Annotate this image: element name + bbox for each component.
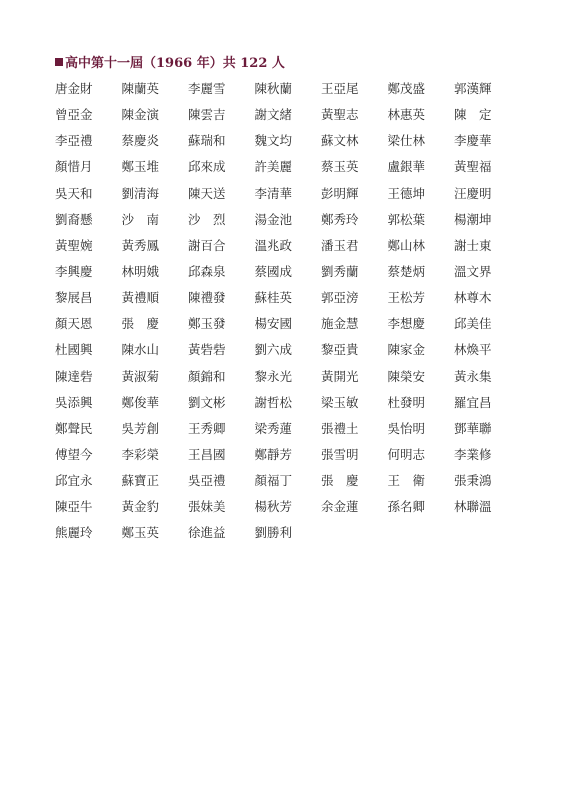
name-entry: 黃聖福: [454, 159, 492, 175]
name-entry: 楊安國: [254, 316, 293, 332]
square-bullet-icon: [55, 58, 63, 66]
name-entry: 熊麗玲: [55, 525, 93, 541]
name-entry: 鄭秀玲: [321, 211, 359, 227]
name-entry: 吳天和: [55, 185, 93, 201]
name-entry: 王松芳: [387, 290, 426, 306]
name-entry: 李慶華: [454, 133, 492, 149]
name-entry: 林煥平: [454, 342, 492, 358]
name-entry: 何明志: [387, 446, 426, 462]
name-entry: 蘇瑞和: [188, 133, 226, 149]
name-entry: 李業修: [454, 446, 492, 462]
name-entry: 劉秀蘭: [321, 263, 359, 279]
name-entry: 魏文均: [254, 133, 293, 149]
name-entry: 陳天送: [188, 185, 226, 201]
name-entry: 潘玉君: [321, 237, 359, 253]
name-entry: 張雪明: [321, 446, 359, 462]
name-entry: 蘇桂英: [254, 290, 293, 306]
name-entry: 王德坤: [387, 185, 426, 201]
name-entry: 邱宜永: [55, 473, 93, 489]
name-entry: 吳亞禮: [188, 473, 226, 489]
name-entry: 曾亞金: [55, 107, 93, 123]
name-entry: 鄭山林: [387, 237, 426, 253]
name-entry: 蔡玉英: [321, 159, 359, 175]
name-entry: 陳榮安: [387, 368, 426, 384]
name-entry: 林惠英: [387, 107, 426, 123]
name-entry: 黃砦砦: [188, 342, 226, 358]
name-entry: 劉裔懸: [55, 211, 93, 227]
name-entry: 吳怡明: [387, 420, 426, 436]
name-entry: 劉六成: [254, 342, 293, 358]
name-entry: 鄭茂盛: [387, 81, 426, 96]
name-entry: 杜國興: [55, 342, 93, 358]
name-entry: 鄭玉英: [121, 525, 160, 541]
name-entry: 張禮土: [321, 420, 359, 436]
name-entry: 林聯溫: [454, 499, 492, 515]
name-entry: 邱美佳: [454, 316, 492, 332]
name-entry: 梁玉敏: [321, 394, 359, 410]
name-entry: 蔡慶炎: [121, 133, 160, 149]
name-entry: 劉勝利: [254, 525, 293, 541]
name-entry: 楊潮坤: [454, 211, 492, 227]
name-entry: 黃開光: [321, 368, 359, 384]
name-entry: 王昌國: [188, 446, 226, 462]
name-entry: 汪慶明: [454, 185, 492, 201]
heading-text: 高中第十一屆（1966 年）共 122 人: [65, 56, 285, 71]
name-entry: 陳 定: [454, 107, 492, 123]
name-entry: 邱森泉: [188, 263, 226, 279]
name-entry: 蘇文林: [321, 133, 359, 149]
name-entry: 黎展昌: [55, 290, 93, 306]
section-heading: [55, 52, 285, 71]
name-entry: 溫文界: [454, 263, 492, 279]
name-entry: 李麗雪: [188, 81, 226, 96]
name-entry: 鄭俊華: [121, 394, 160, 410]
name-entry: 李清華: [254, 185, 293, 201]
name-entry: 黃禮順: [121, 290, 160, 306]
name-entry: 傅望今: [55, 446, 93, 462]
name-entry: 沙 南: [121, 211, 160, 227]
name-entry: 張 慶: [321, 473, 359, 489]
name-entry: 梁秀蓮: [254, 420, 293, 436]
name-entry: 陳金演: [121, 107, 160, 123]
name-entry: 王亞尾: [321, 81, 359, 96]
name-entry: 謝文緒: [254, 107, 293, 123]
name-entry: 許美麗: [254, 159, 293, 175]
name-entry: 溫兆政: [254, 237, 293, 253]
name-entry: 陳達砦: [55, 368, 93, 384]
name-entry: 施金慧: [321, 316, 359, 332]
name-entry: 陳蘭英: [121, 81, 160, 96]
name-entry: 楊秋芳: [254, 499, 293, 515]
name-entry: 陳水山: [121, 342, 160, 358]
name-entry: 顏錦和: [188, 368, 226, 384]
name-entry: 黎永光: [254, 368, 293, 384]
name-entry: 李亞禮: [55, 133, 93, 149]
name-entry: 郭亞滂: [321, 290, 359, 306]
name-entry: 顏福丁: [254, 473, 293, 489]
name-entry: 李彩榮: [121, 446, 160, 462]
name-entry: 陳禮發: [188, 290, 226, 306]
name-entry: 黃聖婉: [55, 237, 93, 253]
name-entry: 郭松葉: [387, 211, 426, 227]
name-entry: 鄭玉堆: [121, 159, 160, 175]
name-entry: 陳雲吉: [188, 107, 226, 123]
name-entry: 彭明輝: [321, 185, 359, 201]
name-entry: 邱來成: [188, 159, 226, 175]
name-entry: 顏天恩: [55, 316, 93, 332]
name-entry: 湯金池: [254, 211, 293, 227]
name-entry: 鄭聲民: [55, 420, 93, 436]
name-entry: 蔡楚炳: [387, 263, 426, 279]
name-entry: 黃秀鳳: [121, 237, 160, 253]
name-entry: 謝士東: [454, 237, 492, 253]
name-entry: 鄧華聯: [454, 420, 492, 436]
name-entry: 盧銀華: [387, 159, 426, 175]
names-grid: [55, 80, 505, 551]
name-entry: 唐金財: [55, 81, 93, 96]
name-entry: 顏惜月: [55, 159, 93, 175]
name-entry: 黃淑菊: [121, 368, 160, 384]
name-entry: 黃聖志: [321, 107, 359, 123]
name-entry: 鄭靜芳: [254, 446, 293, 462]
name-entry: 鄭玉發: [188, 316, 226, 332]
name-entry: 王 衛: [387, 473, 426, 489]
name-entry: 郭漢輝: [454, 81, 492, 96]
name-entry: 謝哲松: [254, 394, 293, 410]
name-entry: 黎亞貴: [321, 342, 359, 358]
name-entry: 黃金豹: [121, 499, 160, 515]
name-entry: 李興慶: [55, 263, 93, 279]
name-entry: 吳添興: [55, 394, 93, 410]
name-entry: 王秀卿: [188, 420, 226, 436]
name-entry: 黃永集: [454, 368, 492, 384]
name-entry: 杜發明: [387, 394, 426, 410]
name-entry: 謝百合: [188, 237, 226, 253]
name-entry: 蘇寶正: [121, 473, 160, 489]
name-entry: 陳家金: [387, 342, 426, 358]
name-entry: 余金蓮: [321, 499, 359, 515]
name-entry: 沙 烈: [188, 211, 226, 227]
name-entry: 林尊木: [454, 290, 492, 306]
name-entry: 陳秋蘭: [254, 81, 293, 96]
name-entry: 羅宜昌: [454, 394, 492, 410]
name-entry: 孫名卿: [387, 499, 426, 515]
name-entry: 劉文彬: [188, 394, 226, 410]
name-entry: 林明娥: [121, 263, 160, 279]
name-entry: 吳芳創: [121, 420, 160, 436]
name-entry: 劉清海: [121, 185, 160, 201]
name-entry: 蔡國成: [254, 263, 293, 279]
name-entry: 陳亞牛: [55, 499, 93, 515]
name-entry: 徐進益: [188, 525, 226, 541]
name-entry: 李想慶: [387, 316, 426, 332]
name-entry: 張 慶: [121, 316, 160, 332]
name-entry: 梁仕林: [387, 133, 426, 149]
name-entry: 張秉鴻: [454, 473, 492, 489]
name-entry: 張妹美: [188, 499, 226, 515]
